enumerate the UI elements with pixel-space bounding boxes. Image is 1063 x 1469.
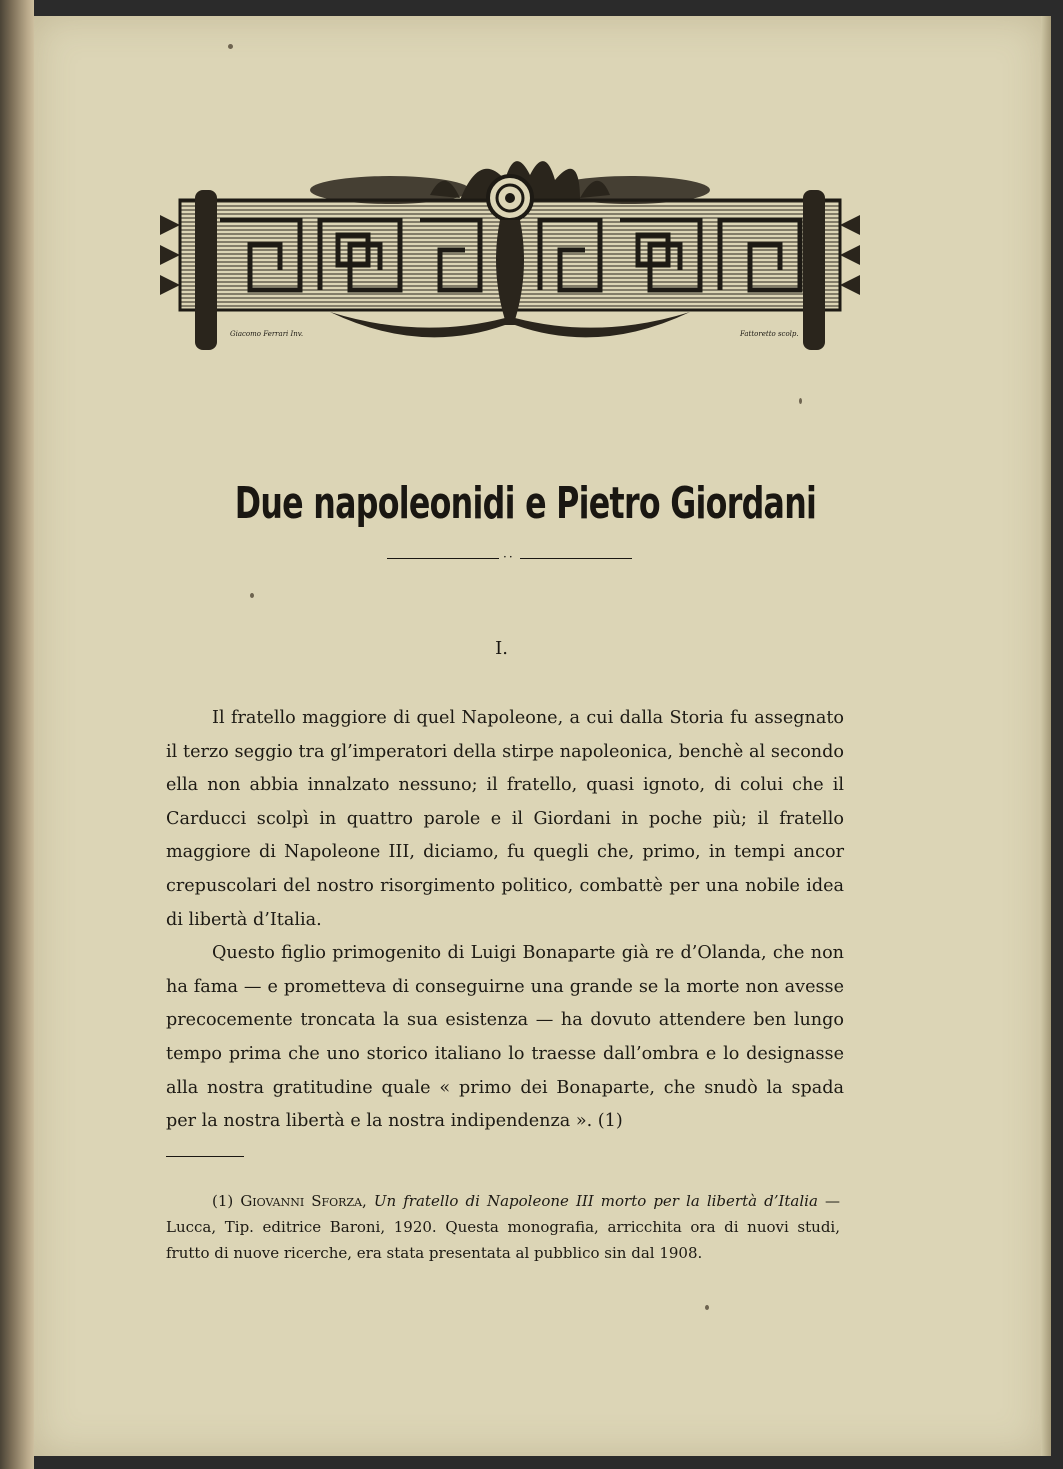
- title-divider-right: [520, 558, 632, 559]
- footnote: [166, 1188, 840, 1266]
- footnote-rule: [166, 1156, 244, 1157]
- footnote-publication: — Lucca, Tip. editrice Baroni, 1920. Questa monografia, arricchita ora di nuovi studi, frutto di nuove ricerche, era stata presentata al pubblico sin dal 1908.: [166, 1192, 840, 1262]
- engraver-signature-right: Fattoretto scolp.: [740, 330, 799, 338]
- paper-speck: [228, 44, 233, 49]
- paper-speck: [705, 1305, 709, 1310]
- paper-speck: [250, 593, 254, 598]
- title-divider-dots: ··: [503, 550, 515, 564]
- section-number: I.: [495, 638, 508, 659]
- paragraph-2: Questo figlio primogenito di Luigi Bonaparte già re d’Olanda, che non ha fama — e prometteva di conseguirne una grande se la morte non avesse precocemente troncata la sua esistenza — ha dovuto attendere ben lungo tempo prima che uno storico italiano lo traesse dall’ombra e lo designasse alla nostra gratitudine quale « primo dei Bonaparte, che snudò la spada per la nostra libertà e la nostra indipendenza ». (1): [166, 943, 844, 1132]
- engraved-headpiece-ornament: [160, 140, 860, 370]
- engraver-signature-left: Giacomo Ferrari Inv.: [230, 330, 304, 338]
- book-binding: [0, 0, 34, 1469]
- page-edge: [1041, 16, 1051, 1456]
- paragraph-1: Il fratello maggiore di quel Napoleone, a cui dalla Storia fu assegnato il terzo seggio tra gl’imperatori della stirpe napoleonica, benchè al secondo ella non abbia innalzato nessuno; il fratello, quasi ignoto, di colui che il Carducci scolpì in quattro parole e il Giordani in poche più; il fratello maggiore di Napoleone III, diciamo, fu quegli che, primo, in tempi ancor crepuscolari del nostro risorgimento politico, combattè per una nobile idea di libertà d’Italia.: [166, 708, 844, 930]
- footnote-author: Giovanni Sforza,: [240, 1192, 367, 1210]
- body-text: [166, 702, 844, 1139]
- paper-speck: [799, 398, 802, 404]
- title-divider-left: [387, 558, 499, 559]
- footnote-marker: (1): [212, 1192, 234, 1210]
- chapter-title: Due napoleonidi e Pietro Giordani: [234, 478, 817, 529]
- footnote-work-title: Un fratello di Napoleone III morto per la libertà d’Italia: [373, 1192, 818, 1210]
